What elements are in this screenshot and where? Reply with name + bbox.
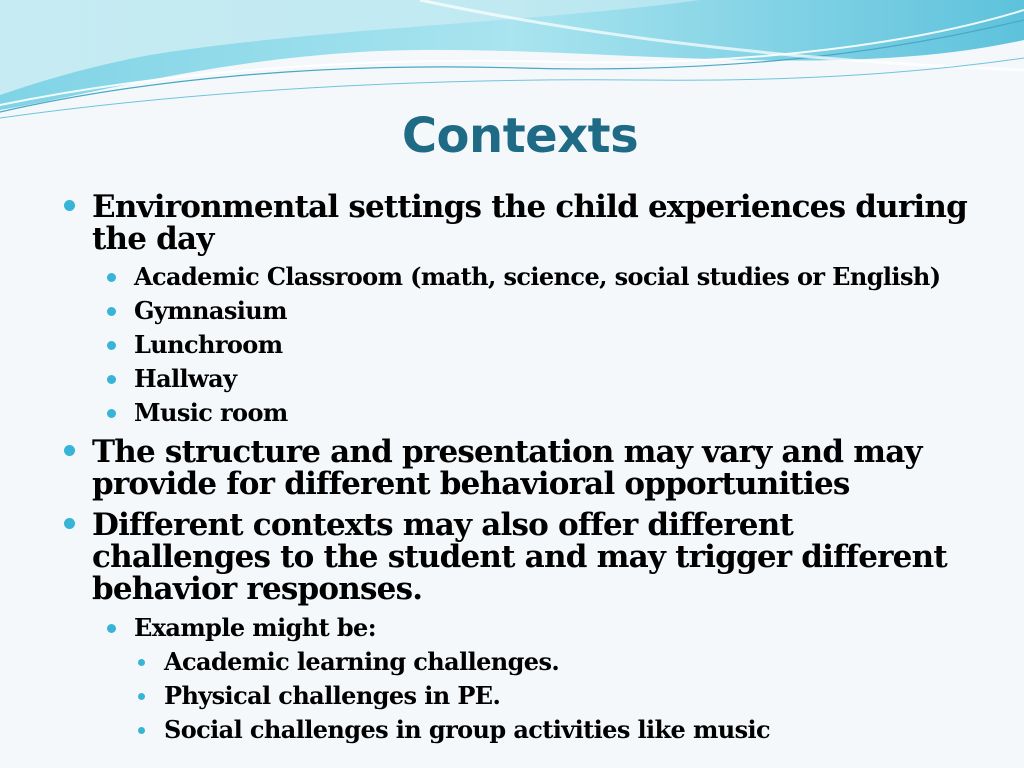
bullet-dot-icon xyxy=(107,624,116,633)
bullet-dot-icon xyxy=(107,375,116,384)
slide-title: Contexts xyxy=(401,108,639,164)
bullet-level1-1: Environmental settings the child experiences during the day xyxy=(92,189,967,257)
bullet-level1-2: The structure and presentation may vary and may provide for different behavioral opportunities xyxy=(92,434,922,502)
bullet-level2-item: Gymnasium xyxy=(134,296,287,325)
bullet-level2-example: Example might be: xyxy=(134,613,376,642)
bullet-dot-icon xyxy=(107,341,116,350)
bullet-level2-item: Lunchroom xyxy=(134,330,283,359)
bullet-level3-item: Physical challenges in PE. xyxy=(164,681,501,710)
bullet-level2-item: Hallway xyxy=(134,364,237,393)
bullet-dot-icon xyxy=(64,518,75,529)
bullet-level1-3: Different contexts may also offer different challenges to the student and may trigger different behavior responses. xyxy=(92,507,947,607)
bullet-dot-icon xyxy=(64,445,75,456)
bullet-level3-item: Academic learning challenges. xyxy=(164,647,560,676)
bullet-dot-icon xyxy=(107,409,116,418)
bullet-level2-item: Academic Classroom (math, science, social studies or English) xyxy=(134,262,941,291)
bullet-dot-icon xyxy=(138,659,145,666)
bullet-dot-icon xyxy=(138,727,145,734)
bullet-dot-icon xyxy=(138,693,145,700)
bullet-level3-item: Social challenges in group activities like music xyxy=(164,715,771,744)
bullet-dot-icon xyxy=(64,200,75,211)
bullet-dot-icon xyxy=(107,273,116,282)
bullet-level2-item: Music room xyxy=(134,398,288,427)
header-wave-decoration xyxy=(0,0,1024,120)
bullet-dot-icon xyxy=(107,307,116,316)
